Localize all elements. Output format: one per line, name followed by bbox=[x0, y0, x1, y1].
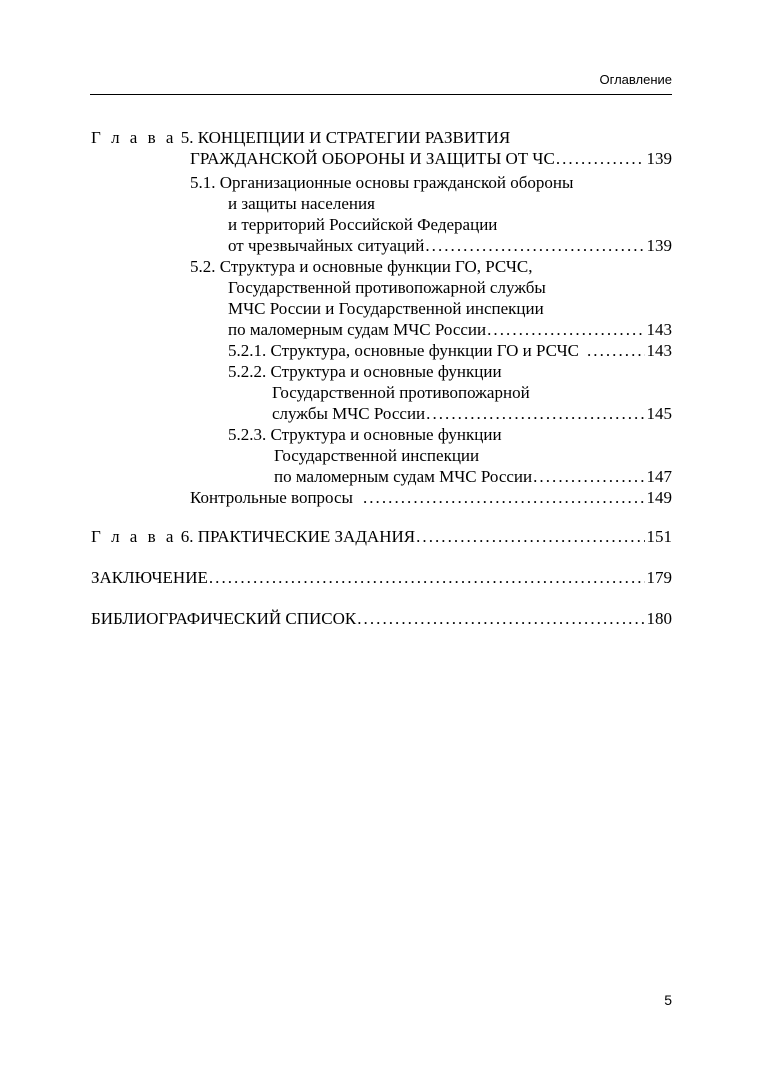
section-5-2-3-title: 5.2.3. Структура и основные функции bbox=[228, 425, 502, 444]
section-5-2-1-page: 143 bbox=[646, 341, 672, 360]
section-5-2-page: 143 bbox=[646, 320, 672, 339]
page-number: 5 bbox=[664, 992, 672, 1008]
section-5-2-3-title-line3: по маломерным судам МЧС России bbox=[274, 467, 533, 486]
toc-chapter5-title-line1[interactable] bbox=[91, 128, 510, 148]
section-5-1-page: 139 bbox=[646, 236, 672, 255]
toc-section-5-1-line4[interactable] bbox=[228, 236, 672, 256]
section-5-2-title-line3: МЧС России и Государственной инспекции bbox=[228, 299, 544, 318]
toc-section-5-2-3-line3[interactable] bbox=[274, 467, 672, 487]
chapter6-page: 151 bbox=[646, 527, 672, 546]
leader-dots bbox=[363, 488, 645, 508]
chapter6-title-part: 6. ПРАКТИЧЕСКИЕ ЗАДАНИЯ bbox=[176, 527, 416, 546]
chapter5-title-part: 5. КОНЦЕПЦИИ И СТРАТЕГИИ РАЗВИТИЯ bbox=[176, 128, 511, 147]
toc-section-5-2-2-line2 bbox=[272, 383, 530, 403]
toc-section-5-2-3-line2 bbox=[274, 446, 479, 466]
leader-dots bbox=[587, 341, 645, 361]
leader-dots bbox=[426, 404, 644, 424]
leader-dots bbox=[556, 149, 645, 169]
bibliography-title: БИБЛИОГРАФИЧЕСКИЙ СПИСОК bbox=[91, 609, 357, 628]
header-title: Оглавление bbox=[599, 72, 672, 87]
chapter-word: Г л а в а bbox=[91, 128, 177, 147]
toc-section-5-1-line2 bbox=[228, 194, 375, 214]
section-5-2-1-title: 5.2.1. Структура, основные функции ГО и РСЧС bbox=[228, 341, 579, 360]
toc-bibliography[interactable] bbox=[91, 609, 672, 629]
toc-section-5-2-line1[interactable] bbox=[190, 257, 532, 277]
toc-section-5-1-line1[interactable] bbox=[190, 173, 573, 193]
section-5-1-title-line3: и территорий Российской Федерации bbox=[228, 215, 498, 234]
section-5-1-title: 5.1. Организационные основы гражданской обороны bbox=[190, 173, 574, 192]
toc-section-5-2-line4[interactable] bbox=[228, 320, 672, 340]
toc-chapter6[interactable] bbox=[91, 527, 672, 547]
chapter5-page: 139 bbox=[646, 149, 672, 168]
section-5-2-3-page: 147 bbox=[646, 467, 672, 486]
toc-section-5-2-line3 bbox=[228, 299, 544, 319]
leader-dots bbox=[425, 236, 644, 256]
review-questions-page: 149 bbox=[646, 488, 672, 507]
chapter-word: Г л а в а bbox=[91, 527, 177, 546]
section-5-2-2-title-line2: Государственной противопожарной bbox=[272, 383, 530, 402]
section-5-2-2-page: 145 bbox=[646, 404, 672, 423]
section-5-2-3-title-line2: Государственной инспекции bbox=[274, 446, 480, 465]
toc-chapter5-title-line2[interactable] bbox=[190, 149, 672, 169]
leader-dots bbox=[416, 527, 644, 547]
toc-section-5-2-2-line1[interactable] bbox=[228, 362, 502, 382]
section-5-2-2-title: 5.2.2. Структура и основные функции bbox=[228, 362, 502, 381]
conclusion-title: ЗАКЛЮЧЕНИЕ bbox=[91, 568, 208, 587]
toc-section-5-1-line3 bbox=[228, 215, 497, 235]
section-5-2-title-line2: Государственной противопожарной службы bbox=[228, 278, 546, 297]
section-5-2-title-line4: по маломерным судам МЧС России bbox=[228, 320, 487, 339]
section-5-1-title-line4: от чрезвычайных ситуаций bbox=[228, 236, 425, 255]
conclusion-page: 179 bbox=[646, 568, 672, 587]
section-5-1-title-line2: и защиты населения bbox=[228, 194, 375, 213]
toc-review-questions[interactable] bbox=[190, 488, 672, 508]
toc-section-5-2-2-line3[interactable] bbox=[272, 404, 672, 424]
leader-dots bbox=[357, 609, 644, 629]
section-5-2-2-title-line3: службы МЧС России bbox=[272, 404, 426, 423]
toc-section-5-2-1[interactable] bbox=[228, 341, 672, 361]
leader-dots bbox=[487, 320, 644, 340]
review-questions-title: Контрольные вопросы bbox=[190, 488, 353, 507]
leader-dots bbox=[533, 467, 644, 487]
section-5-2-title: 5.2. Структура и основные функции ГО, РСЧС, bbox=[190, 257, 533, 276]
toc-section-5-2-3-line1[interactable] bbox=[228, 425, 502, 445]
chapter6-title bbox=[91, 527, 415, 547]
bibliography-page: 180 bbox=[646, 609, 672, 628]
toc-conclusion[interactable] bbox=[91, 568, 672, 588]
chapter5-title-line2: ГРАЖДАНСКОЙ ОБОРОНЫ И ЗАЩИТЫ ОТ ЧС bbox=[190, 149, 555, 168]
toc-section-5-2-line2 bbox=[228, 278, 546, 298]
leader-dots bbox=[209, 568, 645, 588]
